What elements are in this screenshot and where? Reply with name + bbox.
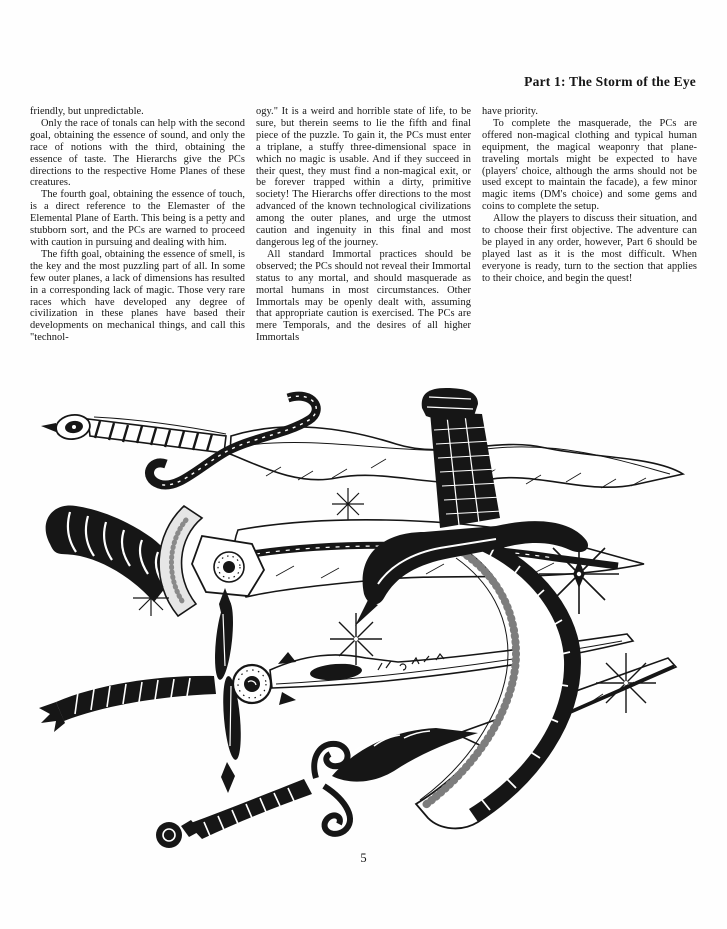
- paragraph: ogy." It is a weird and horrible state of life, to be sure, but therein seems to lie the fifth and final piece of the puzzle. To gain it, the PCs must enter a triplane, a stuffy three-dimensional space in which no magic is usable. And if they succeed in their quest, they must find a non-magical exit, or be forever trapped within a dirty, primitive society! The Hierarchs offer directions to the most advanced of the known technological civilizations among the outer planes, and urge the utmost caution and ingenuity in this final and most dangerous leg of the journey.: [256, 106, 471, 248]
- page-header: [0, 73, 696, 91]
- paragraph: Only the race of tonals can help with the second goal, obtaining the essence of sound, and only the race of notions with the third, obtaining the essence of taste. The Hierarchs give the PCs directions to the respective Home Planes of these creatures.: [30, 117, 245, 189]
- column-2: [256, 106, 471, 344]
- sparkle-icon: [332, 488, 364, 520]
- paragraph: The fifth goal, obtaining the essence of smell, is the key and the most puzzling part of all. In some few outer planes, a lack of dimensions has resulted in a corresponding lack of magic. Those very rare races which have developed any degree of civilization in these planes have based their developments on mechanical things, and call this "technol-: [30, 248, 245, 344]
- part-title: Part 1: The Storm of the Eye: [524, 74, 696, 89]
- sparkle-icon: [596, 653, 656, 713]
- column-1: [30, 106, 245, 344]
- swords-illustration-svg: [26, 386, 703, 873]
- text-columns: [30, 106, 697, 344]
- paragraph: friendly, but unpredictable.: [30, 106, 144, 117]
- flamberge-dagger: [41, 396, 683, 488]
- paragraph: Allow the players to discuss their situation, and to choose their first objective. The adventure can be played in any order, however, Part 6 should be played last as it is the most difficult. When everyone is ready, turn to the section that applies to their choice, and begin the quest!: [482, 213, 697, 284]
- paragraph: have priority.: [482, 106, 539, 117]
- swords-illustration: [26, 386, 703, 873]
- column-3: [482, 106, 697, 344]
- paragraph: The fourth goal, obtaining the essence of touch, is a direct reference to the Elemaster of the Elemental Plane of Earth. This being is a petty and stubborn sort, and the PCs are warned to proceed with caution in pursuing and dealing with him.: [30, 189, 245, 248]
- paragraph: All standard Immortal practices should be observed; the PCs should not reveal their Immortal status to any mortal, and should masquerade as mortal humans in most circumstances. Other Immortals may be openly dealt with, assuming that appropriate caution is exercised. The PCs are mere Temporals, and the desires of all higher Immortals: [256, 248, 471, 344]
- page-number: 5: [360, 851, 367, 865]
- paragraph: To complete the masquerade, the PCs are offered non-magical clothing and typical human equipment, the magical weaponry that plane-traveling mortals might be expected to have (players' choice, although the arms should not be used except to maintain the facade), a few minor magic items (DM's choice) and some gems and coins to complete the setup.: [482, 117, 697, 213]
